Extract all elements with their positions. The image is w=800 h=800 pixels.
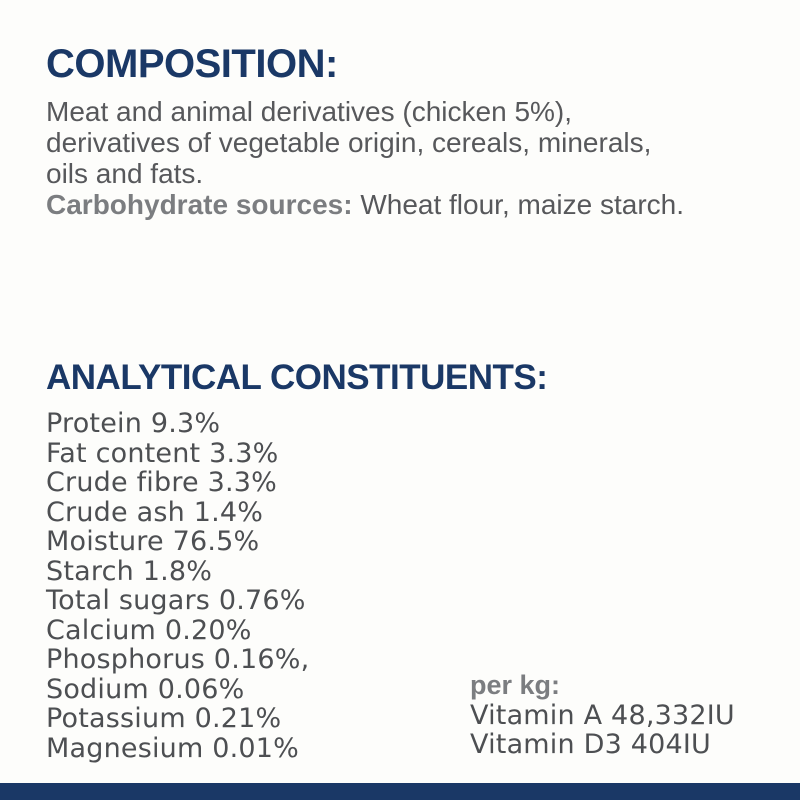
composition-line: oils and fats. [46,158,204,189]
carbohydrate-sources-label: Carbohydrate sources: [46,189,353,220]
list-item: Calcium 0.20% [46,614,252,646]
list-item: Magnesium 0.01% [46,732,300,764]
composition-paragraph [46,96,766,220]
list-item: Crude fibre 3.3% [46,467,278,498]
list-item: Moisture 76.5% [46,526,260,557]
vitamin-a-value: Vitamin A 48,332IU [470,699,735,731]
list-item: Starch 1.8% [46,555,213,587]
list-item: Potassium 0.21% [46,703,282,734]
bottom-accent-bar [0,783,800,800]
list-item: Fat content 3.3% [46,437,279,469]
per-kg-label: per kg: [470,670,561,700]
composition-line: derivatives of vegetable origin, cereals, minerals, [46,127,652,158]
analytical-constituents-list [46,409,309,763]
list-item: Crude ash 1.4% [46,496,264,528]
carbohydrate-sources-line [46,189,766,220]
per-kg-block [470,671,735,760]
list-item: Protein 9.3% [46,408,221,439]
list-item: Total sugars 0.76% [46,585,306,616]
analytical-constituents-heading: ANALYTICAL CONSTITUENTS: [46,358,548,397]
list-item: Phosphorus 0.16%, [46,644,310,675]
list-item: Sodium 0.06% [46,673,245,705]
carbohydrate-sources-value: Wheat flour, maize starch. [352,189,685,220]
composition-line: Meat and animal derivatives (chicken 5%), [46,96,573,127]
composition-heading: COMPOSITION: [46,42,338,86]
vitamin-d3-value: Vitamin D3 404IU [470,729,712,760]
